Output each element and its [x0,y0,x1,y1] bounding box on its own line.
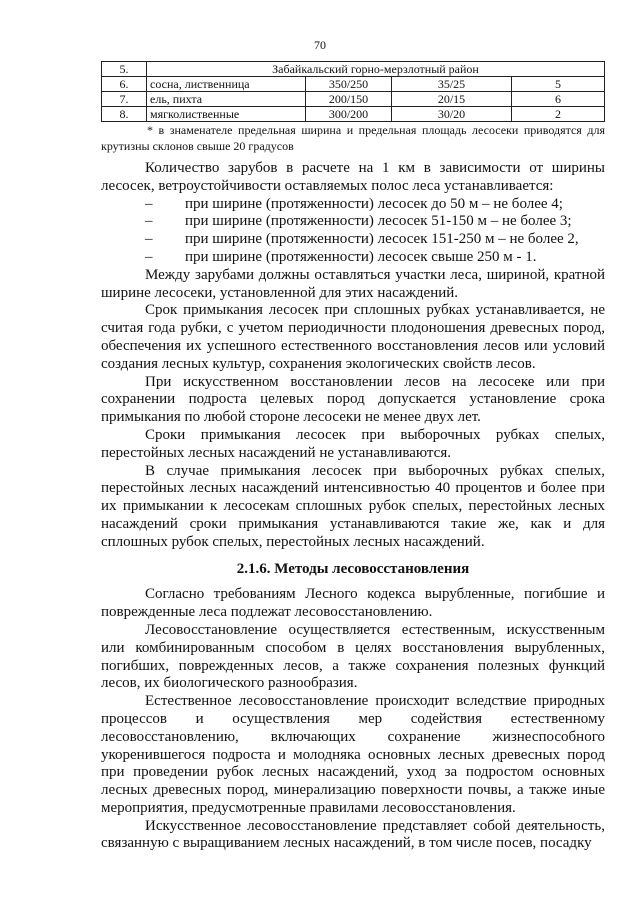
list-dash: – [145,231,153,248]
page-number: 70 [314,38,326,52]
table-cell-adjacency: 5 [512,77,605,92]
paragraph: Искусственное лесовосстановление представляет собой деятельность, связанную с выращиванием лесных насаждений, в том числе посев, посадку [101,817,605,852]
list-item-text: при ширине (протяженности) лесосек свыше 250 м - 1. [185,248,537,265]
table-cell-adjacency: 2 [512,107,605,122]
table-cell-adjacency: 6 [512,92,605,107]
paragraph: В случае примыкания лесосек при выборочных рубках спелых, перестойных лесных насаждений интенсивностью 40 процентов и более при их примыкании к лесосекам сплошных рубок спелых, перестойных лесных насаждений сроки примыкания устанавливаются такие же, как и для сплошных рубок спелых, перестойных лесных насаждений. [101,462,605,550]
list-dash: – [145,248,153,265]
list-item [101,231,605,249]
table-cell-area: 20/15 [392,92,512,107]
table-row [102,107,605,122]
paragraph: При искусственном восстановлении лесов на лесосеке или при сохранении подроста целевых пород допускается установление срока примыкания по любой стороне лесосеки не менее двух лет. [101,373,605,426]
cutting-area-table [101,61,605,122]
table-row [102,92,605,107]
paragraph: Сроки примыкания лесосек при выборочных рубках спелых, перестойных лесных насаждений не устанавливаются. [101,426,605,461]
table-cell-area: 30/20 [392,107,512,122]
paragraph: Естественное лесовосстановление происходит вследствие природных процессов и осуществления мер содействия естественному лесовосстановлению, включающих сохранение жизнеспособного укоренившегося подроста и молодняка основных лесных древесных пород при проведении рубок лесных насаждений, уход за подростом основных лесных древесных пород, минерализацию поверхности почвы, а также иные мероприятия, предусмотренные правилами лесовосстановления. [101,693,605,816]
paragraph: Количество зарубов в расчете на 1 км в зависимости от ширины лесосек, ветроустойчивости оставляемых полос леса устанавливается: [101,160,605,194]
table-cell-num: 8. [102,107,147,122]
list-item-text: при ширине (протяженности) лесосек до 50 м – не более 4; [185,195,563,212]
table-row [102,77,605,92]
list-dash: – [145,195,153,212]
paragraph: Срок примыкания лесосек при сплошных рубках устанавливается, не считая года рубки, с учетом периодичности плодоношения древесных пород, обеспечения их успешного естественного восстановления лесов или условий создания лесных культур, сохранения экологических свойств лесов. [101,302,605,372]
table-cell-species: мягколиственные [147,107,306,122]
paragraph: Между зарубами должны оставляться участки леса, шириной, кратной ширине лесосеки, установленной для этих насаждений. [101,266,605,301]
table-cell-width: 350/250 [306,77,392,92]
document-body [101,160,605,853]
table-footnote: * в знаменателе предельная ширина и предельная площадь лесосеки приводятся для крутизны склонов свыше 20 градусов [101,123,605,153]
list-item [101,249,605,267]
list-item-text: при ширине (протяженности) лесосек 151-250 м – не более 2, [185,231,579,248]
table-cell-num: 5. [102,62,147,77]
table-cell-area: 35/25 [392,77,512,92]
table-region-row [102,62,605,77]
list-item-text: при ширине (протяженности) лесосек 51-150 м – не более 3; [185,213,572,230]
list-item [101,196,605,214]
table-cell-species: сосна, лиственница [147,77,306,92]
table-cell-num: 7. [102,92,147,107]
list-item [101,213,605,231]
table-region-title: Забайкальский горно-мерзлотный район [147,62,605,77]
paragraph: Согласно требованиям Лесного кодекса вырубленные, погибшие и поврежденные леса подлежат лесовосстановлению. [101,586,605,621]
list-dash: – [145,213,153,230]
table-cell-width: 200/150 [306,92,392,107]
table-cell-num: 6. [102,77,147,92]
paragraph: Лесовосстановление осуществляется естественным, искусственным или комбинированным способом в целях восстановления вырубленных, погибших, поврежденных лесов, а также сохранения полезных функций лесов, их биологического разнообразия. [101,621,605,692]
section-heading: 2.1.6. Методы лесовосстановления [236,560,470,577]
table-cell-species: ель, пихта [147,92,306,107]
table-cell-width: 300/200 [306,107,392,122]
